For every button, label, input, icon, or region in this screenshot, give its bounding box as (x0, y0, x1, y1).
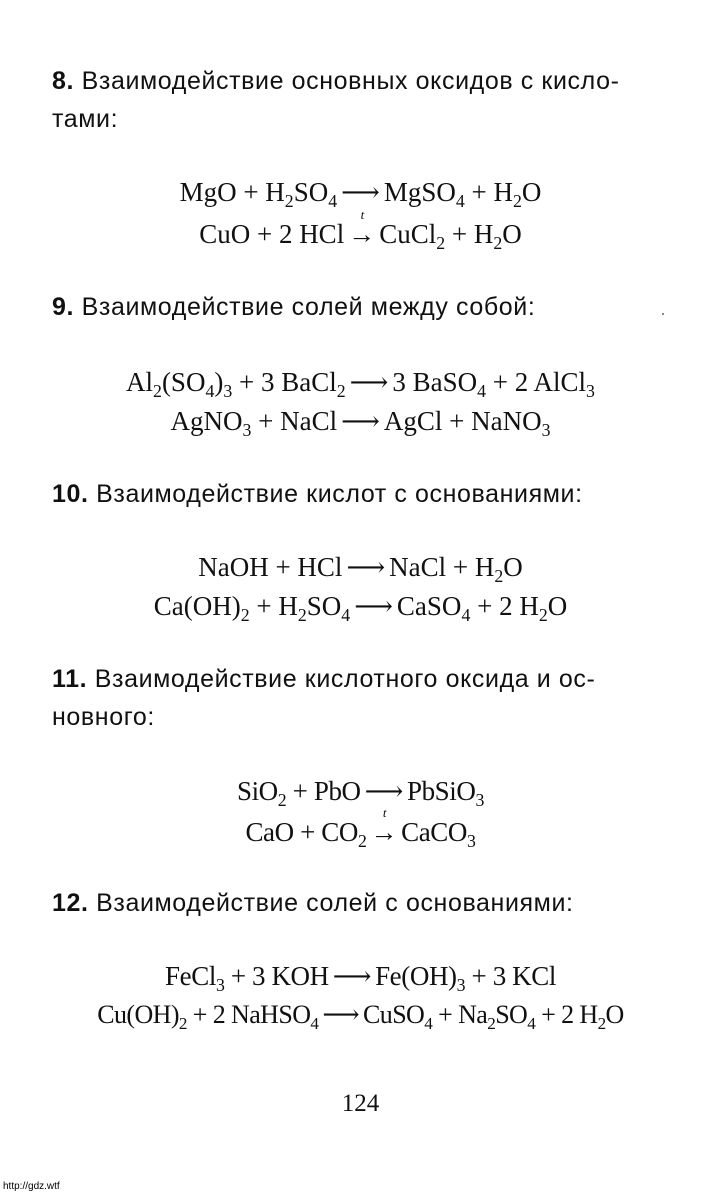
print-speck (662, 313, 664, 315)
equation-mgo-h2so4: MgO + $H_2SO_4$ ⟶ MgSO$_4$ + $H_2O$ (179, 177, 542, 212)
section-text: Взаимодействие солей между собой: (81, 293, 536, 321)
equation-sio2-pbo: SiO$_2$ + PbO ⟶ PbSiO$_3$ (236, 776, 485, 811)
section-11-heading (52, 660, 668, 736)
section-number: 9. (52, 293, 75, 321)
section-text: Взаимодействие кислотного оксида и ос- новного: (52, 665, 596, 731)
equation-cao-co2: CaO + $CO_2$ t → CaCO$_3$ (245, 805, 476, 852)
section-8-heading (52, 62, 668, 138)
equation-caoh2-h2so4: $Ca(OH)_2 + H_2SO_4$ ⟶ CaSO$_4$ + 2 $H_2O$ (153, 591, 568, 626)
page-number: 124 (341, 1090, 380, 1117)
equation-cuo-hcl: CuO + 2 HCl t → CuCl$_2$ + $H_2O$ (199, 207, 522, 254)
section-10-heading (52, 475, 668, 513)
equation-agno3-nacl: AgNO$_3$ + NaCl ⟶ AgCl + NaNO$_3$ (170, 406, 551, 441)
section-number: 11. (52, 665, 88, 693)
section-number: 10. (52, 480, 89, 508)
equation-al2so43-bacl2: $Al_2(SO_4)_3 + 3$ BaCl$_2$ ⟶ 3 BaSO$_4$ + 2 AlCl$_3$ (126, 367, 595, 402)
section-9-heading (52, 288, 668, 326)
section-number: 8. (52, 67, 75, 95)
equation-naoh-hcl: NaOH + HCl ⟶ NaCl + $H_2O$ (198, 552, 523, 587)
equation-fecl3-koh: FeCl$_3$ + 3 KOH ⟶ $Fe(OH)_3 + 3$ KCl (165, 961, 556, 996)
watermark-link[interactable]: http://gdz.wtf (3, 1181, 60, 1192)
equation-cuoh2-nahso4: $Cu(OH)_2 + 2$ NaHSO$_4$ ⟶ CuSO$_4$ + $Na_2SO_4 + 2$ $H_2O$ (97, 1000, 624, 1033)
section-text: Взаимодействие кислот с основаниями: (96, 480, 583, 508)
section-text: Взаимодействие солей с основаниями: (96, 889, 574, 917)
section-number: 12. (52, 889, 89, 917)
section-text: Взаимодействие основных оксидов с кисло- тами: (52, 67, 620, 133)
section-12-heading (52, 884, 668, 922)
